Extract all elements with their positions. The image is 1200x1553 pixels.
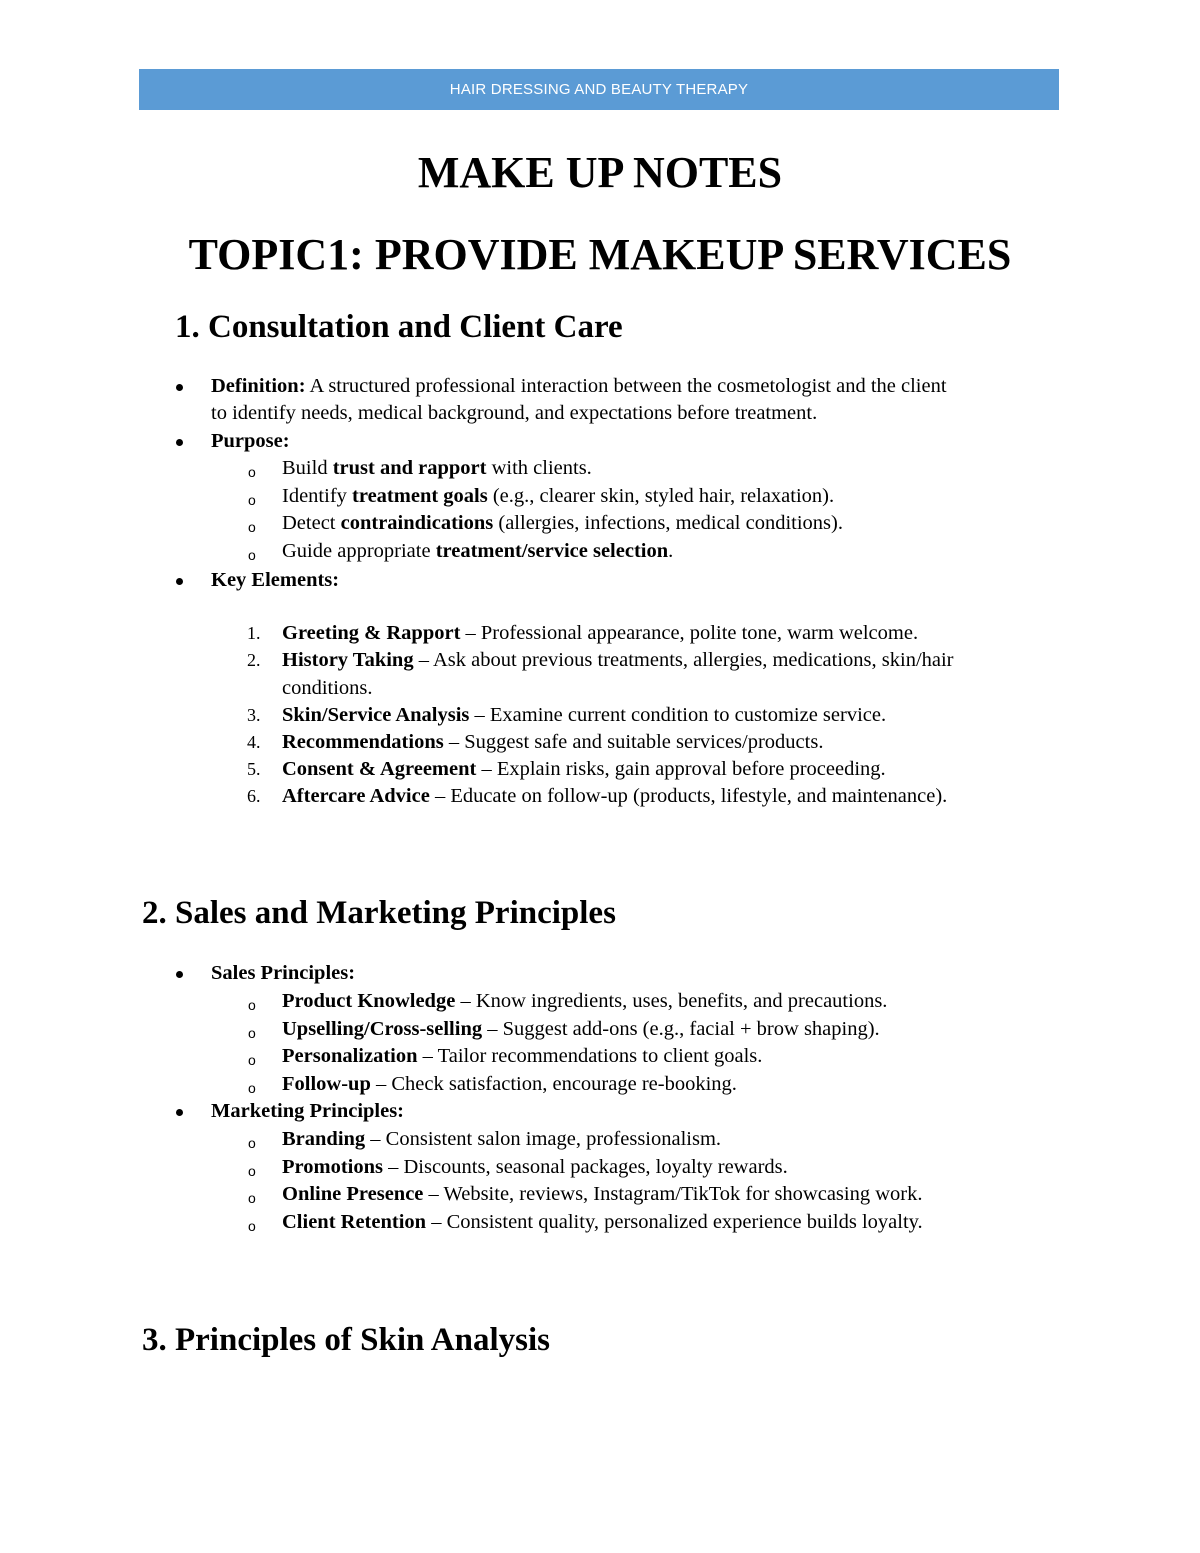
- sub-bullet-icon: o: [248, 1218, 256, 1234]
- purpose-item: Identify treatment goals (e.g., clearer skin, styled hair, relaxation).: [282, 485, 835, 507]
- bullet-icon: [176, 971, 183, 978]
- bullet-icon: [176, 439, 183, 446]
- key-elements-label: Key Elements:: [211, 569, 340, 591]
- sub-bullet-icon: o: [248, 547, 256, 563]
- sub-bullet-icon: o: [248, 1080, 256, 1096]
- list-number: 3.: [247, 705, 261, 725]
- key-element-item-cont: conditions.: [282, 677, 373, 699]
- sub-bullet-icon: o: [248, 997, 256, 1013]
- header-band: [139, 69, 1059, 110]
- key-element-item: Greeting & Rapport – Professional appearance, polite tone, warm welcome.: [282, 622, 919, 644]
- sub-bullet-icon: o: [248, 1052, 256, 1068]
- purpose-label: Purpose:: [211, 430, 290, 452]
- header-band-text: HAIR DRESSING AND BEAUTY THERAPY: [449, 81, 749, 98]
- key-element-item: Aftercare Advice – Educate on follow-up (products, lifestyle, and maintenance).: [282, 785, 948, 807]
- list-number: 1.: [247, 623, 261, 643]
- purpose-item: Build trust and rapport with clients.: [282, 457, 592, 479]
- marketing-principles-label: Marketing Principles:: [211, 1100, 405, 1122]
- definition-line-1: Definition: A structured professional interaction between the cosmetologist and the client: [211, 375, 947, 397]
- sales-item: Personalization – Tailor recommendations to client goals.: [282, 1045, 763, 1067]
- definition-line-2: to identify needs, medical background, and expectations before treatment.: [211, 402, 818, 424]
- bullet-icon: [176, 578, 183, 585]
- topic-title: TOPIC1: PROVIDE MAKEUP SERVICES: [188, 230, 1012, 279]
- section-2-heading: 2. Sales and Marketing Principles: [142, 895, 616, 931]
- sales-principles-label: Sales Principles:: [211, 962, 356, 984]
- list-number: 6.: [247, 786, 261, 806]
- marketing-item: Online Presence – Website, reviews, Instagram/TikTok for showcasing work.: [282, 1183, 923, 1205]
- section-1-heading: 1. Consultation and Client Care: [175, 309, 623, 345]
- marketing-item: Branding – Consistent salon image, professionalism.: [282, 1128, 722, 1150]
- sub-bullet-icon: o: [248, 1190, 256, 1206]
- page-title: MAKE UP NOTES: [417, 148, 783, 197]
- list-number: 2.: [247, 650, 261, 670]
- list-number: 4.: [247, 732, 261, 752]
- list-number: 5.: [247, 759, 261, 779]
- key-element-item: Recommendations – Suggest safe and suitable services/products.: [282, 731, 824, 753]
- key-element-item: History Taking – Ask about previous treatments, allergies, medications, skin/hair: [282, 649, 954, 671]
- sub-bullet-icon: o: [248, 1025, 256, 1041]
- key-element-item: Skin/Service Analysis – Examine current condition to customize service.: [282, 704, 887, 726]
- key-element-item: Consent & Agreement – Explain risks, gain approval before proceeding.: [282, 758, 886, 780]
- purpose-item: Guide appropriate treatment/service selection.: [282, 540, 674, 562]
- sub-bullet-icon: o: [248, 1163, 256, 1179]
- purpose-item: Detect contraindications (allergies, infections, medical conditions).: [282, 512, 843, 534]
- section-3-heading: 3. Principles of Skin Analysis: [142, 1322, 551, 1358]
- sales-item: Product Knowledge – Know ingredients, uses, benefits, and precautions.: [282, 990, 888, 1012]
- sub-bullet-icon: o: [248, 519, 256, 535]
- sales-item: Follow-up – Check satisfaction, encourage re-booking.: [282, 1073, 737, 1095]
- marketing-item: Promotions – Discounts, seasonal packages, loyalty rewards.: [282, 1156, 788, 1178]
- sub-bullet-icon: o: [248, 464, 256, 480]
- bullet-icon: [176, 1109, 183, 1116]
- bullet-icon: [176, 384, 183, 391]
- sub-bullet-icon: o: [248, 1135, 256, 1151]
- sales-item: Upselling/Cross-selling – Suggest add-ons (e.g., facial + brow shaping).: [282, 1018, 880, 1040]
- marketing-item: Client Retention – Consistent quality, personalized experience builds loyalty.: [282, 1211, 923, 1233]
- sub-bullet-icon: o: [248, 492, 256, 508]
